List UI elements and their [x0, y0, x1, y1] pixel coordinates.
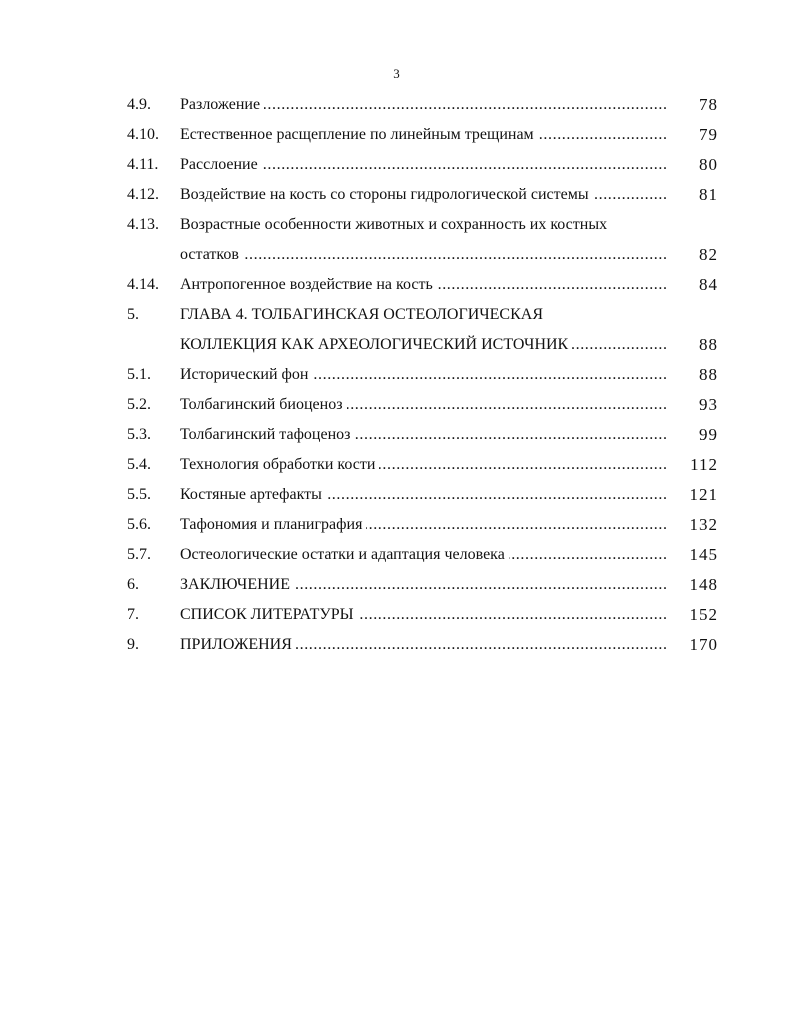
toc-entry-title-text: Тафономия и планиграфия — [180, 516, 366, 533]
toc-entry-page: 112 — [690, 455, 718, 474]
toc-entry — [0, 570, 793, 600]
toc-entry-title-text: Возрастные особенности животных и сохранность их костных — [180, 216, 611, 233]
toc-entry-page: 152 — [689, 605, 718, 624]
toc-entry-title-text: Воздействие на кость со стороны гидрологической системы — [180, 186, 593, 203]
toc-entry-number: 4.9. — [127, 96, 151, 113]
toc-entry-title-text: КОЛЛЕКЦИЯ КАК АРХЕОЛОГИЧЕСКИЙ ИСТОЧНИК — [180, 336, 572, 353]
toc-entry-title-with-leader — [180, 634, 668, 656]
toc-entry-title-text: Технология обработки кости — [180, 456, 379, 473]
toc-line — [0, 120, 793, 150]
toc-line — [0, 630, 793, 660]
toc-entry-page: 84 — [699, 275, 718, 294]
toc-entry-title-text: Исторический фон — [180, 366, 312, 383]
toc-line — [0, 210, 793, 240]
toc-entry-number: 5.6. — [127, 516, 151, 533]
toc-entry-title-with-leader — [180, 514, 668, 536]
toc-entry-title-text: остатков — [180, 246, 243, 263]
toc-line — [0, 570, 793, 600]
toc-line — [0, 330, 793, 360]
toc-entry-number: 7. — [127, 606, 139, 623]
toc-line — [0, 270, 793, 300]
toc-entry-number: 4.13. — [127, 216, 159, 233]
toc-entry-page: 82 — [699, 245, 718, 264]
toc-entry-page: 80 — [699, 155, 718, 174]
toc-line — [0, 390, 793, 420]
toc-entry-title-with-leader — [180, 244, 668, 266]
page-number: 3 — [393, 66, 400, 81]
toc-line — [0, 360, 793, 390]
toc-entry-number: 4.11. — [127, 156, 159, 173]
toc-entry-page: 99 — [699, 425, 718, 444]
toc-entry-title-text: ГЛАВА 4. ТОЛБАГИНСКАЯ ОСТЕОЛОГИЧЕСКАЯ — [180, 306, 547, 323]
toc-line — [0, 450, 793, 480]
toc-entry-page: 78 — [699, 95, 718, 114]
toc-entry-title-with-leader — [180, 94, 668, 116]
toc-entry-title-with-leader — [180, 184, 668, 206]
toc-entry-title-text: Толбагинский тафоценоз — [180, 426, 354, 443]
toc-entry-number: 4.12. — [127, 186, 159, 203]
toc-entry-number: 6. — [127, 576, 139, 593]
toc-entry-title-text: ПРИЛОЖЕНИЯ — [180, 636, 296, 653]
toc-entry — [0, 300, 793, 360]
toc-entry-title-text: Толбагинский биоценоз — [180, 396, 347, 413]
toc-entry — [0, 450, 793, 480]
toc-entry-title-text: Костяные артефакты — [180, 486, 326, 503]
toc-entry-title — [180, 214, 668, 236]
toc-entry-title-text: СПИСОК ЛИТЕРАТУРЫ — [180, 606, 358, 623]
toc-line — [0, 90, 793, 120]
toc-line — [0, 600, 793, 630]
toc-entry-page: 93 — [699, 395, 718, 414]
toc-entry-title-text: ЗАКЛЮЧЕНИЕ — [180, 576, 294, 593]
toc-entry-title-with-leader — [180, 484, 668, 506]
toc-entry-number: 5.2. — [127, 396, 151, 413]
toc-line — [0, 540, 793, 570]
toc-entry-page: 132 — [689, 515, 718, 534]
table-of-contents — [0, 90, 793, 660]
toc-entry — [0, 420, 793, 450]
toc-entry-number: 5.4. — [127, 456, 151, 473]
toc-entry-title-with-leader — [180, 604, 668, 626]
toc-entry-title-with-leader — [180, 574, 668, 596]
toc-entry — [0, 150, 793, 180]
toc-entry-number: 4.14. — [127, 276, 159, 293]
toc-entry-title-with-leader — [180, 364, 668, 386]
toc-entry-page: 170 — [689, 635, 718, 654]
toc-entry-number: 5.3. — [127, 426, 151, 443]
toc-entry-page: 88 — [699, 365, 718, 384]
toc-entry-number: 5.5. — [127, 486, 151, 503]
toc-entry — [0, 480, 793, 510]
toc-entry-number: 5. — [127, 306, 139, 323]
toc-line — [0, 420, 793, 450]
toc-entry-title-with-leader — [180, 424, 668, 446]
toc-entry — [0, 180, 793, 210]
toc-entry-title-with-leader — [180, 454, 668, 476]
toc-line — [0, 180, 793, 210]
toc-entry-title-text: Антропогенное воздействие на кость — [180, 276, 437, 293]
toc-entry — [0, 540, 793, 570]
toc-entry-number: 4.10. — [127, 126, 159, 143]
toc-entry — [0, 270, 793, 300]
toc-line — [0, 150, 793, 180]
toc-entry-page: 148 — [689, 575, 718, 594]
toc-entry-number: 5.7. — [127, 546, 151, 563]
toc-entry-title-with-leader — [180, 124, 668, 146]
toc-entry-title-with-leader — [180, 394, 668, 416]
toc-line — [0, 480, 793, 510]
toc-entry — [0, 90, 793, 120]
toc-line — [0, 510, 793, 540]
toc-entry-title-with-leader — [180, 274, 668, 296]
toc-entry-title-with-leader — [180, 334, 668, 356]
toc-entry-page: 145 — [689, 545, 718, 564]
toc-entry — [0, 630, 793, 660]
toc-entry — [0, 120, 793, 150]
toc-entry-title — [180, 304, 668, 326]
toc-entry-title-text: Остеологические остатки и адаптация человека — [180, 546, 509, 563]
toc-entry-number: 5.1. — [127, 366, 151, 383]
toc-entry-page: 81 — [699, 185, 718, 204]
toc-entry — [0, 600, 793, 630]
toc-entry-page: 79 — [699, 125, 718, 144]
toc-entry-title-with-leader — [180, 544, 668, 566]
toc-entry-title-text: Естественное расщепление по линейным трещинам — [180, 126, 538, 143]
toc-line — [0, 240, 793, 270]
toc-entry — [0, 210, 793, 270]
toc-line — [0, 300, 793, 330]
toc-entry — [0, 510, 793, 540]
toc-entry — [0, 390, 793, 420]
toc-entry-title-with-leader — [180, 154, 668, 176]
toc-entry — [0, 360, 793, 390]
toc-entry-page: 88 — [699, 335, 718, 354]
toc-entry-number: 9. — [127, 636, 139, 653]
toc-entry-title-text: Расслоение — [180, 156, 262, 173]
toc-entry-page: 121 — [689, 485, 718, 504]
toc-entry-title-text: Разложение — [180, 96, 264, 113]
